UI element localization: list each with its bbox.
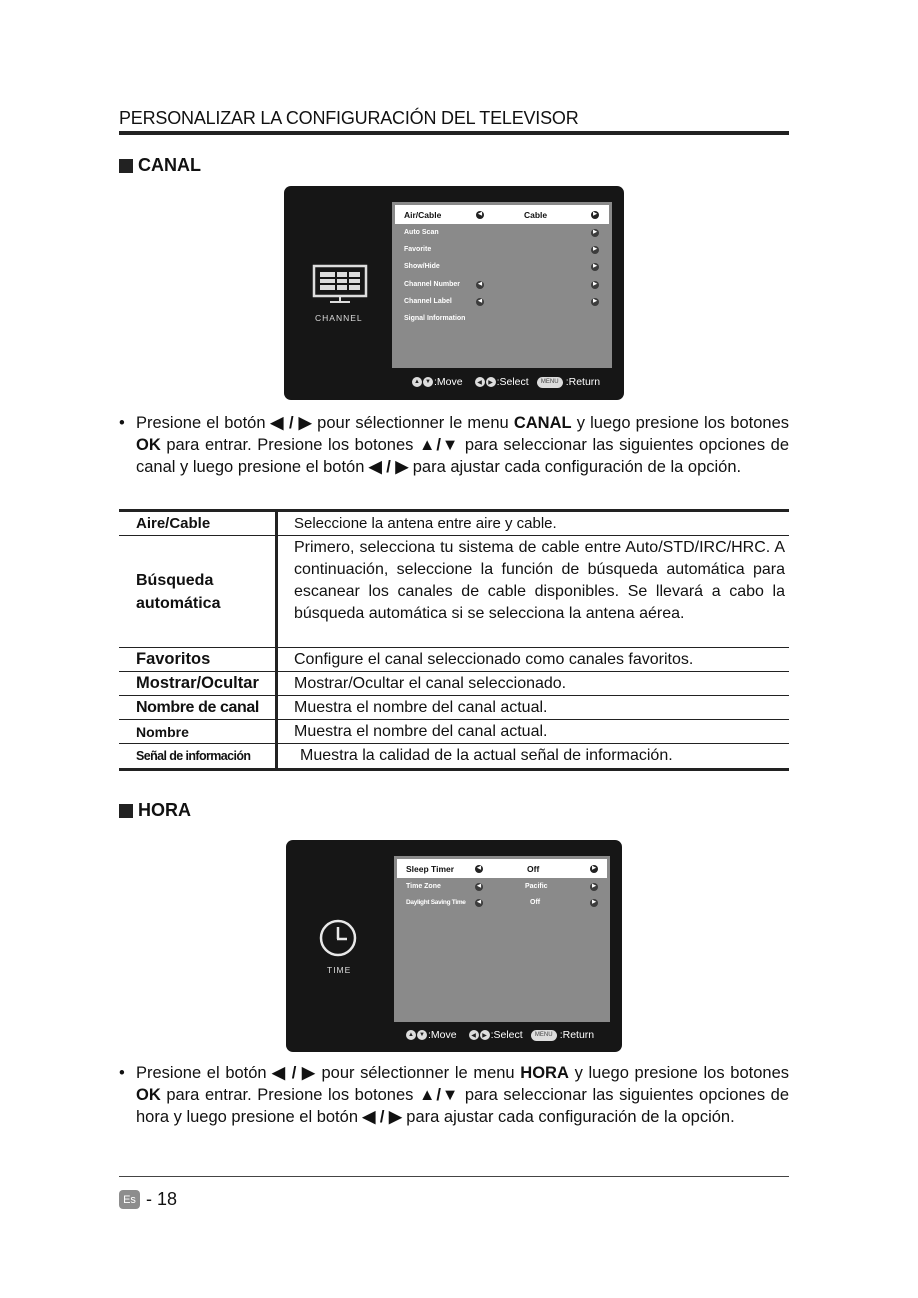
channel-icon-caption: CHANNEL (315, 313, 363, 323)
table-term: Aire/Cable (119, 512, 278, 535)
table-desc: Seleccione la antena entre aire y cable. (294, 514, 557, 532)
right-arrow-icon: ▶ (591, 246, 599, 254)
footer-divider (119, 1176, 789, 1177)
right-arrow-icon: ▶ (590, 883, 598, 891)
left-arrow-icon: ◀ (476, 281, 484, 289)
right-arrow-icon: ▶ (591, 211, 599, 219)
right-arrow-icon: ▶ (590, 865, 598, 873)
left-button-icon: ◀ (469, 1030, 479, 1040)
right-arrow-icon: ▶ (591, 263, 599, 271)
table-row (119, 648, 789, 672)
table-desc: Mostrar/Ocultar el canal seleccionado. (294, 674, 567, 692)
down-button-icon: ▼ (417, 1030, 427, 1040)
table-desc: Muestra el nombre del canal actual. (294, 698, 548, 716)
table-desc: Configure el canal seleccionado como canales favoritos. (294, 650, 694, 668)
osd-row-favorite[interactable]: Favorite ▶ (395, 241, 609, 258)
osd-row-time-zone[interactable]: Time Zone ◀ Pacific ▶ (397, 878, 607, 895)
osd-row-signal-information[interactable]: Signal Information (404, 315, 466, 322)
page-number: - 18 (146, 1189, 178, 1209)
table-desc: Primero, selecciona tu sistema de cable entre Auto/STD/IRC/HRC. A continuación, seleccione la función de búsqueda automática para escanear los canales de cable disponibles. Se llevará a cabo la búsqueda automática si se selecciona la antena aérea. (294, 539, 785, 622)
table-row (119, 509, 789, 536)
table-term: Favoritos (119, 648, 278, 671)
right-arrow-icon: ▶ (591, 281, 599, 289)
right-button-icon: ▶ (486, 377, 496, 387)
left-arrow-icon: ◀ (475, 883, 483, 891)
up-button-icon: ▲ (406, 1030, 416, 1040)
right-arrow-icon: ▶ (591, 229, 599, 237)
osd-row-channel-label[interactable]: Channel Label ◀ ▶ (395, 293, 609, 310)
up-button-icon: ▲ (412, 377, 422, 387)
down-button-icon: ▼ (423, 377, 433, 387)
osd-row-air-cable[interactable]: Air/Cable ◀ Cable ▶ (395, 205, 609, 224)
osd-row-show-hide[interactable]: Show/Hide ▶ (395, 258, 609, 275)
channel-osd-hints: ▲ ▼ :Move ◀ ▶ :Select MENU :Return (412, 376, 600, 388)
table-row (119, 744, 789, 771)
osd-row-sleep-timer[interactable]: Sleep Timer ◀ Off ▶ (397, 859, 607, 878)
time-osd-screenshot (286, 840, 622, 1052)
language-badge: Es (119, 1190, 140, 1209)
right-arrow-icon: ▶ (590, 899, 598, 907)
clock-icon (318, 918, 358, 963)
canal-instructions: • Presione el botón ◀ / ▶ pour sélectionner le menu CANAL y luego presione los botones OK para entrar. Presione los botones ▲/▼ para seleccionar las siguientes opciones de canal y luego presione el botón ◀ / ▶ para ajustar cada configuración de la opción. (119, 414, 790, 476)
section-title-text: CANAL (138, 155, 201, 175)
section-title-canal (119, 155, 201, 176)
osd-row-daylight-saving-time[interactable]: Daylight Saving Time ◀ Off ▶ (397, 894, 607, 911)
canal-options-table (119, 509, 789, 771)
table-term: Mostrar/Ocultar (119, 672, 278, 695)
page-header: PERSONALIZAR LA CONFIGURACIÓN DEL TELEVISOR (119, 108, 789, 135)
hora-instructions: • Presione el botón ◀ / ▶ pour sélectionner le menu HORA y luego presione los botones OK para entrar. Presione los botones ▲/▼ para seleccionar las siguientes opciones de hora y luego presione el botón ◀ / ▶ para ajustar cada configuración de la opción. (119, 1064, 790, 1126)
osd-row-channel-number[interactable]: Channel Number ◀ ▶ (395, 276, 609, 293)
table-term: Búsqueda automática (119, 536, 278, 647)
section-title-text: HORA (138, 800, 191, 820)
osd-row-auto-scan[interactable]: Auto Scan ▶ (395, 224, 609, 241)
table-row (119, 536, 789, 648)
table-row (119, 720, 789, 744)
menu-button-icon: MENU (537, 377, 563, 388)
channel-osd-screenshot (284, 186, 624, 400)
table-term: Señal de información (119, 744, 278, 768)
time-osd-hints: ▲ ▼ :Move ◀ ▶ :Select MENU :Return (406, 1029, 594, 1041)
table-desc: Muestra la calidad de la actual señal de información. (300, 747, 673, 764)
time-menu-panel (394, 856, 610, 1022)
right-button-icon: ▶ (480, 1030, 490, 1040)
section-title-hora (119, 800, 191, 821)
section-square-icon (119, 804, 133, 818)
left-arrow-icon: ◀ (476, 211, 484, 219)
section-square-icon (119, 159, 133, 173)
left-button-icon: ◀ (475, 377, 485, 387)
time-icon-caption: TIME (327, 965, 352, 975)
table-row (119, 672, 789, 696)
right-arrow-icon: ▶ (591, 298, 599, 306)
left-arrow-icon: ◀ (475, 899, 483, 907)
table-term: Nombre de canal (119, 696, 278, 719)
table-row (119, 696, 789, 720)
channel-menu-panel (392, 202, 612, 368)
table-desc: Muestra el nombre del canal actual. (294, 722, 548, 740)
left-arrow-icon: ◀ (476, 298, 484, 306)
left-arrow-icon: ◀ (475, 865, 483, 873)
menu-button-icon: MENU (531, 1030, 557, 1041)
channel-tv-icon (312, 264, 368, 309)
table-term: Nombre (119, 720, 278, 743)
